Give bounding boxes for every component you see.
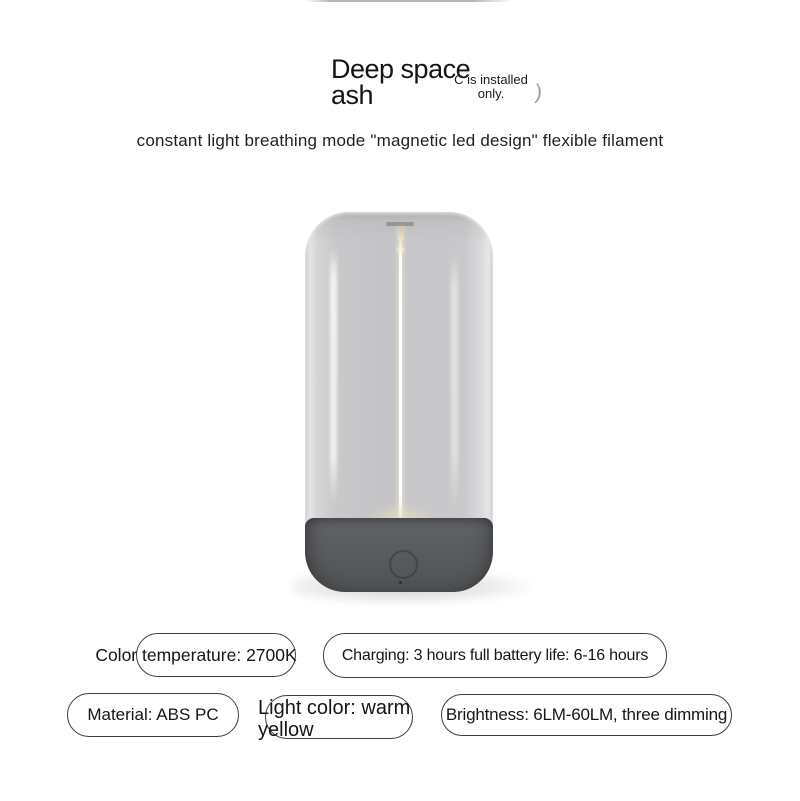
product-note [452, 73, 530, 101]
lamp-product-image [305, 212, 493, 592]
spec-label: Color temperature: 2700K [95, 644, 297, 665]
page-title-line-2: ash [331, 80, 374, 110]
spec-label: Light color: warm yellow [258, 697, 411, 741]
lamp-glass-body [305, 212, 493, 592]
bracket-decor: ) [533, 80, 544, 105]
power-button-icon [389, 550, 418, 579]
spec-pill-brightness [441, 694, 732, 736]
spec-pill-charging [323, 633, 667, 678]
filament-mount [386, 222, 414, 226]
product-note-line-2: only. [477, 86, 505, 101]
page-title-line-1: Deep space [331, 54, 471, 84]
glass-highlight-right [451, 254, 458, 506]
spec-pill-material [67, 693, 239, 737]
spec-pill-light-color [258, 695, 413, 741]
cropped-top-line [305, 0, 512, 2]
spec-label: Charging: 3 hours full battery life: 6-16 hours [341, 646, 649, 664]
spec-pill-color-temperature [95, 633, 297, 677]
indicator-dot [399, 581, 402, 584]
spec-label: Brightness: 6LM-60LM, three dimming [445, 705, 728, 724]
spec-label: Material: ABS PC [87, 705, 219, 724]
product-subtitle: constant light breathing mode "magnetic led design" flexible filament [136, 131, 664, 150]
led-filament [399, 227, 402, 519]
product-note-line-1: C is installed [454, 72, 528, 87]
page-title [331, 56, 470, 108]
glass-highlight-left [330, 246, 337, 504]
